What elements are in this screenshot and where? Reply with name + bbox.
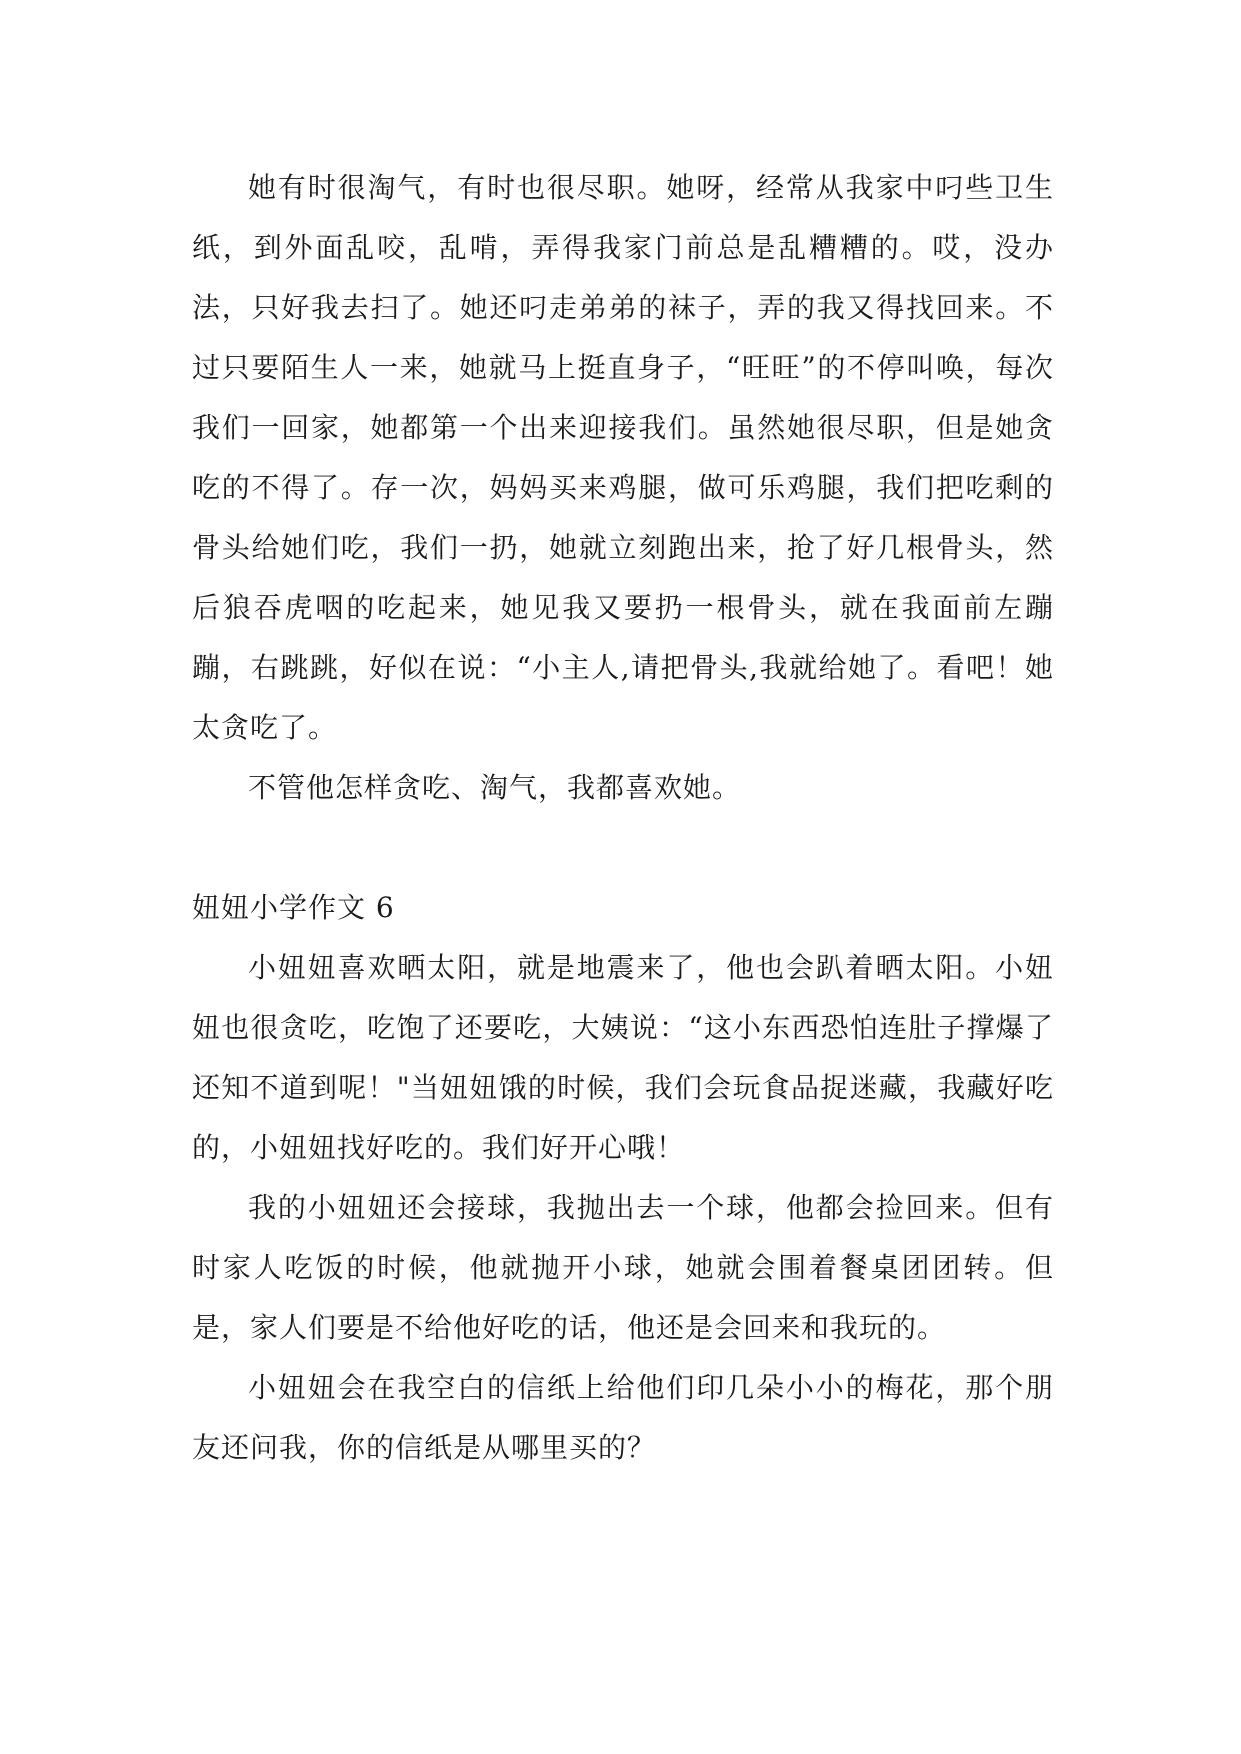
paragraph: 小妞妞喜欢晒太阳，就是地震来了，他也会趴着晒太阳。小妞妞也很贪吃，吃饱了还要吃，大姨说：“这小东西恐怕连肚子撑爆了还知不道到呢！"当妞妞饿的时候，我们会玩食品捉迷藏，我藏好吃的，小妞妞找好吃的。我们好开心哦！ <box>192 951 1054 1164</box>
paragraph: 小妞妞会在我空白的信纸上给他们印几朵小小的梅花，那个朋友还问我，你的信纸是从哪里买的？ <box>192 1371 1054 1464</box>
paragraph: 我的小妞妞还会接球，我抛出去一个球，他都会捡回来。但有时家人吃饭的时候，他就抛开小球，她就会围着餐桌团团转。但是，家人们要是不给他好吃的话，他还是会回来和我玩的。 <box>192 1191 1054 1344</box>
paragraph: 不管他怎样贪吃、淘气，我都喜欢她。 <box>248 771 742 804</box>
paragraph: 她有时很淘气，有时也很尽职。她呀，经常从我家中叼些卫生纸，到外面乱咬，乱啃，弄得我家门前总是乱糟糟的。哎，没办法，只好我去扫了。她还叼走弟弟的袜子，弄的我又得找回来。不过只要陌生人一来，她就马上挺直身子，“旺旺”的不停叫唤，每次我们一回家，她都第一个出来迎接我们。虽然她很尽职，但是她贪吃的不得了。存一次，妈妈买来鸡腿，做可乐鸡腿，我们把吃剩的骨头给她们吃，我们一扔，她就立刻跑出来，抢了好几根骨头，然后狼吞虎咽的吃起来，她见我又要扔一根骨头，就在我面前左蹦蹦，右跳跳，好似在说：“小主人,请把骨头,我就给她了。看吧！她太贪吃了。 <box>192 171 1054 744</box>
document-body <box>192 158 1054 1478</box>
section-title: 妞妞小学作文 6 <box>192 891 395 924</box>
